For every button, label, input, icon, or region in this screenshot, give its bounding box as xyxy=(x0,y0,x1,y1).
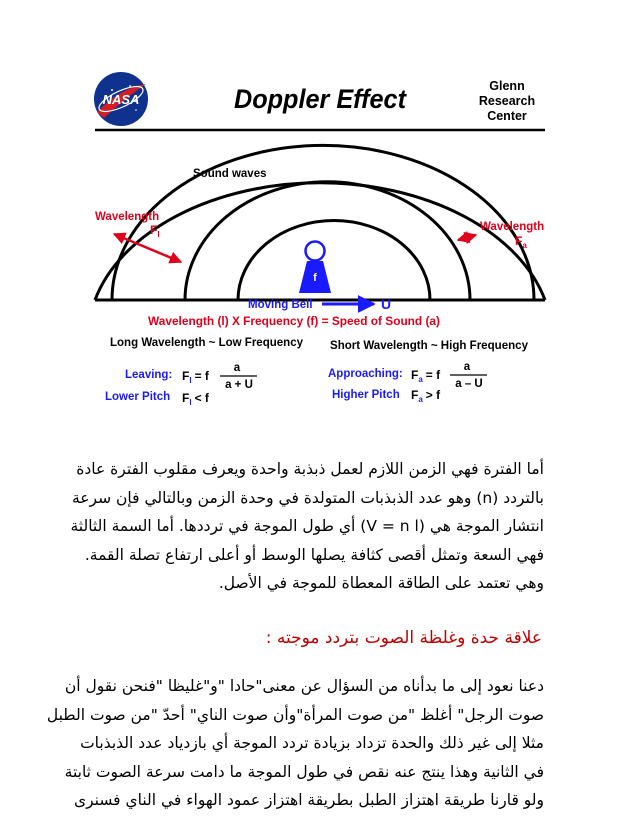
center-name-line1: Glenn xyxy=(489,79,525,93)
approaching-subscript: a xyxy=(418,375,423,384)
section-heading: علاقة حدة وغلظة الصوت بتردد موجته : xyxy=(265,628,542,648)
approaching-formula-lhs xyxy=(411,368,441,384)
approaching-label: Approaching: xyxy=(328,368,403,380)
fa-subscript: a xyxy=(522,241,527,250)
paragraph-line: انتشار الموجة هي (V = n l) أي طول الموجة في ترددها. أما السمة الثالثة xyxy=(70,517,544,535)
fl-main: F xyxy=(150,223,158,237)
leaving-denominator: a + U xyxy=(225,379,253,391)
long-wavelength-caption: Long Wavelength ~ Low Frequency xyxy=(110,337,304,349)
lower-rest: < f xyxy=(194,391,209,405)
paragraph-line: مثلا إلى غير ذلك والحدة تزداد بزيادة تردد الموجة أي بازدياد عدد الذبذبات xyxy=(80,734,544,752)
paragraph-line: وهي تعتمد على الطاقة المعطاة للموجة في الأصل. xyxy=(218,574,544,592)
moving-bell xyxy=(299,242,331,294)
leaving-label: Leaving: xyxy=(125,369,173,381)
lower-f: F xyxy=(182,391,190,405)
center-name-line3: Center xyxy=(487,109,527,123)
velocity-label: U xyxy=(381,296,392,312)
lower-subscript: l xyxy=(189,398,192,407)
leaving-subscript: l xyxy=(189,376,192,385)
higher-f: F xyxy=(411,388,419,402)
paragraph-line: فهي السعة وتمثل أقصى كثافة يصلها الوسط أو أعلى ارتفاع تصلة القمة. xyxy=(84,545,544,564)
paragraph-line: بالتردد (n) وهو عدد الذبذبات المتولدة في وحدة الزمن وبالتالي فإن سرعة xyxy=(71,488,544,507)
wavelength-left-label: Wavelength xyxy=(95,211,160,223)
approaching-f: F xyxy=(411,368,419,382)
paragraph-line: صوت الرجل" أغلظ "من صوت المرأة"وأن صوت الناي" أحدّ "من صوت الطبل xyxy=(46,705,544,724)
paragraph-line: دعنا نعود إلى ما بدأناه من السؤال عن معنى"حادا "و"غليظا "فنحن نقول أن xyxy=(64,677,544,695)
paragraph-line: في الثانية وهذا ينتج عنه نقص في طول الموجة ما دامت سرعة الصوت ثابتة xyxy=(64,762,544,781)
center-name-line2: Research xyxy=(478,94,536,108)
higher-pitch-inequality xyxy=(411,388,441,404)
lower-pitch-inequality xyxy=(182,391,210,407)
approaching-numerator: a xyxy=(463,361,471,373)
paragraph-pitch-frequency xyxy=(46,672,544,815)
leaving-eq: = f xyxy=(194,369,209,383)
bell-frequency-label: f xyxy=(313,272,317,284)
leaving-formula-lhs xyxy=(182,369,210,385)
sound-waves-label: Sound waves xyxy=(193,168,267,180)
leaving-f: F xyxy=(182,369,190,383)
fl-subscript: l xyxy=(157,230,160,239)
wavelength-right-label: Wavelength xyxy=(480,221,545,233)
nasa-logo xyxy=(94,72,148,126)
wavelength-right-arrow xyxy=(458,235,476,240)
approaching-eq: = f xyxy=(425,368,441,382)
paragraph-line: أما الفترة فهي الزمن اللازم لعمل ذبذبة واحدة ويعرف مقلوب الفترة عادة xyxy=(76,460,544,478)
fa-label xyxy=(515,234,527,250)
nasa-logo-text: NASA xyxy=(102,92,140,107)
short-wavelength-caption: Short Wavelength ~ High Frequency xyxy=(330,340,529,352)
fa-main: F xyxy=(515,234,523,248)
approaching-denominator: a – U xyxy=(455,378,483,390)
higher-pitch-label: Higher Pitch xyxy=(332,389,400,401)
leaving-numerator: a xyxy=(233,362,241,374)
paragraph-line: ولو قارنا طريقة اهتزاز الطبل بطريقة اهتزاز عمود الهواء في الناي فسنرى xyxy=(73,791,544,809)
higher-subscript: a xyxy=(418,395,423,404)
paragraph-wave-properties xyxy=(70,455,544,598)
moving-bell-label: Moving Bell xyxy=(248,299,313,311)
higher-rest: > f xyxy=(425,388,441,402)
wavelength-formula: Wavelength (l) X Frequency (f) = Speed of Sound (a) xyxy=(148,316,441,328)
lower-pitch-label: Lower Pitch xyxy=(105,391,171,403)
page-title: Doppler Effect xyxy=(234,84,407,114)
